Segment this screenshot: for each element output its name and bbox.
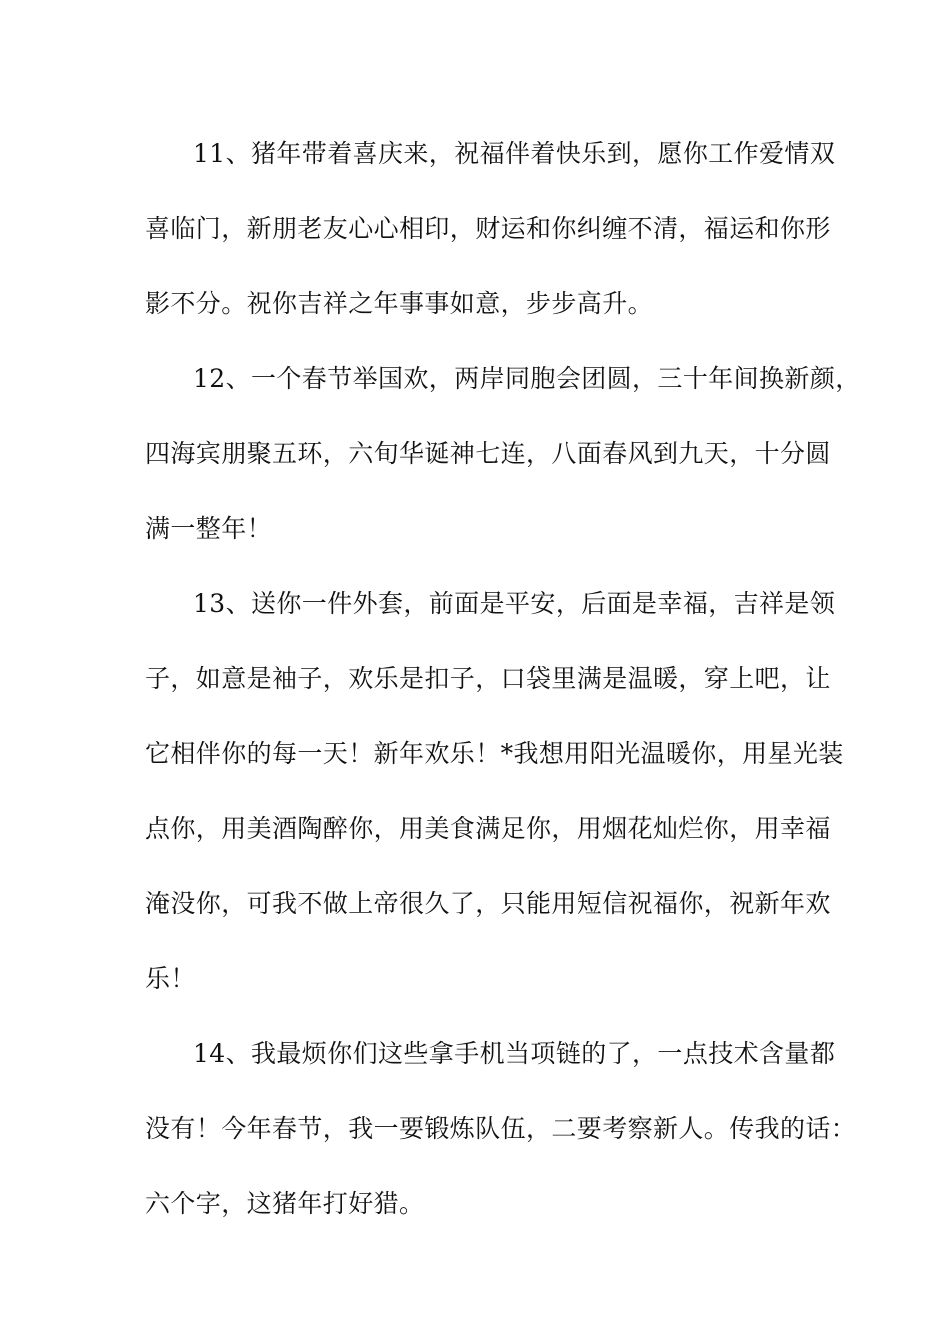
text-line: 12、一个春节举国欢，两岸同胞会团圆，三十年间换新颜， [193, 364, 861, 393]
paragraph-14 [145, 1038, 857, 1263]
text-line: 14、我最烦你们这些拿手机当项链的了，一点技术含量都 [193, 1039, 836, 1068]
paragraph-11 [145, 138, 836, 363]
text-line: 乐！ [145, 964, 196, 993]
text-line: 子，如意是袖子，欢乐是扣子，口袋里满是温暖，穿上吧，让 [145, 664, 831, 693]
paragraph-13 [145, 588, 844, 1038]
text-line: 没有！今年春节，我一要锻炼队伍，二要考察新人。传我的话： [145, 1114, 857, 1143]
text-line: 四海宾朋聚五环，六旬华诞神七连，八面春风到九天，十分圆 [145, 439, 831, 468]
text-line: 11、猪年带着喜庆来，祝福伴着快乐到，愿你工作爱情双 [193, 139, 836, 168]
text-line: 点你，用美酒陶醉你，用美食满足你，用烟花灿烂你，用幸福 [145, 814, 831, 843]
text-line: 喜临门，新朋老友心心相印，财运和你纠缠不清，福运和你形 [145, 214, 831, 243]
text-line: 影不分。祝你吉祥之年事事如意，步步高升。 [145, 289, 654, 318]
paragraph-12 [145, 363, 861, 588]
text-line: 满一整年！ [145, 514, 273, 543]
text-line: 六个字，这猪年打好猎。 [145, 1189, 425, 1218]
text-line: 它相伴你的每一天！新年欢乐！*我想用阳光温暖你，用星光装 [145, 739, 844, 768]
text-line: 13、送你一件外套，前面是平安，后面是幸福，吉祥是领 [193, 589, 836, 618]
text-line: 淹没你，可我不做上帝很久了，只能用短信祝福你，祝新年欢 [145, 889, 831, 918]
